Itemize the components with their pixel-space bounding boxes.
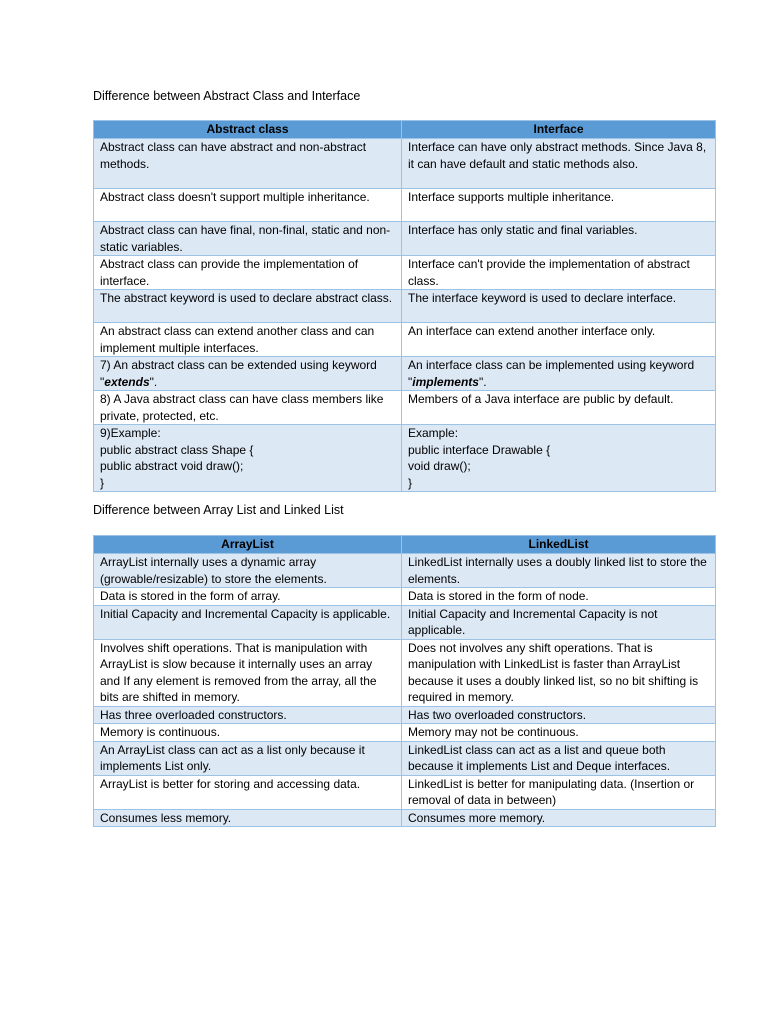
table-row: [94, 775, 716, 809]
table-cell: Abstract class can provide the implementation of interface.: [94, 256, 402, 290]
column-header-linkedlist: LinkedList: [402, 536, 716, 554]
code-line: public abstract class Shape {: [100, 442, 254, 457]
table-cell: LinkedList internally uses a doubly linked list to store the elements.: [402, 554, 716, 588]
table-row: [94, 290, 716, 323]
table-row: [94, 554, 716, 588]
table-row: [94, 706, 716, 724]
table-row: [94, 724, 716, 742]
code-line: Example:: [408, 426, 459, 440]
table-cell: Interface can't provide the implementation of abstract class.: [402, 256, 716, 290]
table-cell: Initial Capacity and Incremental Capacity is not applicable.: [402, 605, 716, 639]
keyword-text: implements: [412, 374, 479, 389]
table-row: [94, 639, 716, 706]
table-cell: Interface can have only abstract methods. Since Java 8, it can have default and static methods also.: [402, 139, 716, 189]
section-heading-abstract-vs-interface: Difference between Abstract Class and Interface: [93, 89, 361, 103]
table-row: [94, 139, 716, 189]
table-cell: Data is stored in the form of node.: [402, 588, 716, 606]
table-cell: Abstract class doesn't support multiple inheritance.: [94, 189, 402, 222]
keyword-text: extends: [104, 374, 150, 389]
table-cell: Abstract class can have abstract and non-abstract methods.: [94, 139, 402, 189]
table-cell: Consumes less memory.: [94, 809, 402, 827]
table-cell: An abstract class can extend another class and can implement multiple interfaces.: [94, 323, 402, 357]
code-line: 9)Example:: [100, 426, 161, 440]
table-cell: The abstract keyword is used to declare abstract class.: [94, 290, 402, 323]
abstract-vs-interface-table: [93, 120, 716, 492]
table-row: [94, 588, 716, 606]
table-cell: Abstract class can have final, non-final, static and non-static variables.: [94, 222, 402, 256]
table-cell: 8) A Java abstract class can have class members like private, protected, etc.: [94, 391, 402, 425]
table-cell: An ArrayList class can act as a list only because it implements List only.: [94, 741, 402, 775]
code-line: }: [100, 475, 105, 490]
table-row: [94, 741, 716, 775]
cell-text: An interface class can be implemented using keyword ": [408, 358, 695, 389]
table-header-row: [94, 536, 716, 554]
code-line: public interface Drawable {: [408, 442, 551, 457]
table-cell: ArrayList is better for storing and accessing data.: [94, 775, 402, 809]
table-cell: [402, 357, 716, 391]
table-cell: Memory may not be continuous.: [402, 724, 716, 742]
table-cell: Data is stored in the form of array.: [94, 588, 402, 606]
table-cell: Initial Capacity and Incremental Capacity is applicable.: [94, 605, 402, 639]
table-cell: Does not involves any shift operations. That is manipulation with LinkedList is faster than ArrayList because it uses a doubly linked list, so no bit shifting is required in memory.: [402, 639, 716, 706]
column-header-interface: Interface: [402, 121, 716, 139]
table-cell: Has three overloaded constructors.: [94, 706, 402, 724]
table-cell: [94, 357, 402, 391]
table-cell: Members of a Java interface are public by default.: [402, 391, 716, 425]
table-row: [94, 323, 716, 357]
cell-text: ".: [149, 374, 158, 389]
table-cell: The interface keyword is used to declare interface.: [402, 290, 716, 323]
table-cell: [402, 425, 716, 492]
arraylist-vs-linkedlist-table: [93, 535, 716, 827]
table-row: [94, 222, 716, 256]
column-header-arraylist: ArrayList: [94, 536, 402, 554]
table-row: [94, 357, 716, 391]
table-row: [94, 425, 716, 492]
table-row: [94, 605, 716, 639]
table-header-row: [94, 121, 716, 139]
table-cell: ArrayList internally uses a dynamic array (growable/resizable) to store the elements.: [94, 554, 402, 588]
column-header-abstract-class: Abstract class: [94, 121, 402, 139]
table-cell: Memory is continuous.: [94, 724, 402, 742]
table-cell: [94, 425, 402, 492]
table-cell: Has two overloaded constructors.: [402, 706, 716, 724]
table-row: [94, 391, 716, 425]
code-line: }: [408, 475, 413, 490]
table-cell: Interface has only static and final variables.: [402, 222, 716, 256]
code-line: public abstract void draw();: [100, 459, 244, 473]
table-row: [94, 189, 716, 222]
cell-text: ".: [478, 374, 487, 389]
table-cell: Involves shift operations. That is manipulation with ArrayList is slow because it internally uses an array and If any element is removed from the array, all the bits are shifted in memory.: [94, 639, 402, 706]
code-line: void draw();: [408, 459, 471, 473]
table-cell: Interface supports multiple inheritance.: [402, 189, 716, 222]
table-cell: An interface can extend another interface only.: [402, 323, 716, 357]
section-heading-arraylist-vs-linkedlist: Difference between Array List and Linked List: [93, 503, 344, 517]
table-cell: Consumes more memory.: [402, 809, 716, 827]
table-row: [94, 809, 716, 827]
table-cell: LinkedList is better for manipulating data. (Insertion or removal of data in between): [402, 775, 716, 809]
cell-text: 7) An abstract class can be extended using keyword ": [100, 358, 377, 389]
table-cell: LinkedList class can act as a list and queue both because it implements List and Deque interfaces.: [402, 741, 716, 775]
table-row: [94, 256, 716, 290]
